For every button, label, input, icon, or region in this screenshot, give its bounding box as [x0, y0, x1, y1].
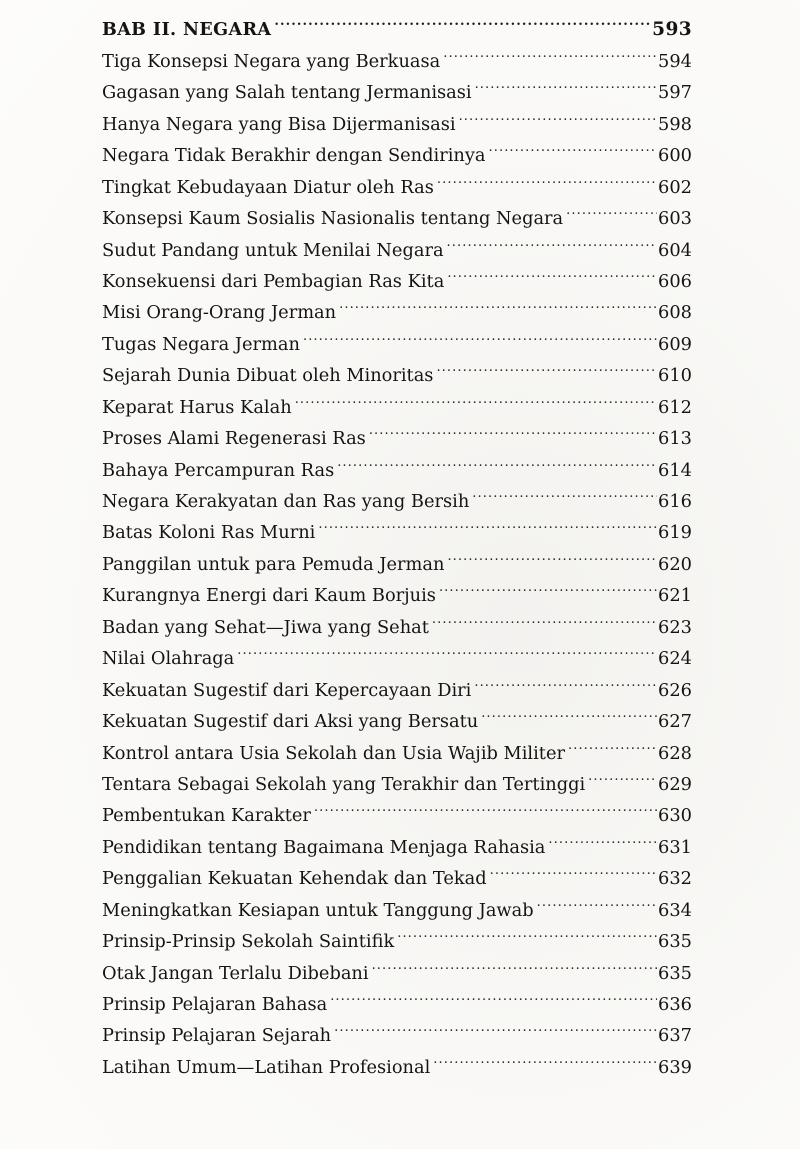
- toc-entry-page-number: 623: [658, 616, 692, 638]
- dot-leader: [447, 538, 657, 569]
- chapter-title: BAB II. NEGARA: [102, 20, 272, 41]
- toc-entry-page-number: 614: [658, 459, 692, 481]
- toc-entry-title: Pendidikan tentang Bagaimana Menjaga Rahasia: [102, 836, 546, 858]
- toc-entry-title: Konsepsi Kaum Sosialis Nasionalis tentang Negara: [102, 208, 564, 230]
- toc-entry-page-number: 634: [658, 899, 692, 921]
- toc-entry-title: Prinsip-Prinsip Sekolah Saintifik: [102, 931, 395, 953]
- toc-entry-title: Tugas Negara Jerman: [102, 333, 300, 355]
- dot-leader: [568, 727, 657, 758]
- chapter-heading: [102, 4, 692, 41]
- toc-entry-title: Meningkatkan Kesiapan untuk Tanggung Jawab: [102, 899, 534, 921]
- toc-entry-page-number: 602: [658, 176, 692, 198]
- dot-leader: [481, 696, 657, 727]
- toc-entry-page-number: 603: [658, 208, 692, 230]
- dot-leader: [397, 916, 657, 947]
- toc-entry-page-number: 624: [658, 648, 692, 670]
- toc-entry-page-number: 616: [658, 491, 692, 512]
- toc-entry-title: Gagasan yang Salah tentang Jermanisasi: [102, 82, 472, 104]
- toc-entry-page-number: 620: [658, 553, 692, 575]
- dot-leader: [439, 570, 657, 601]
- toc-entry-page-number: 630: [658, 805, 692, 827]
- toc-entry-title: Kekuatan Sugestif dari Aksi yang Bersatu: [102, 711, 479, 733]
- toc-entry-title: Prinsip Pelajaran Sejarah: [102, 1025, 332, 1047]
- dot-leader: [474, 664, 657, 695]
- toc-entry-title: Penggalian Kekuatan Kehendak dan Tekad: [102, 868, 487, 890]
- dot-leader: [372, 947, 657, 978]
- toc-entry-page-number: 635: [658, 962, 692, 984]
- toc-entry-title: Hanya Negara yang Bisa Dijermanisasi: [102, 113, 456, 135]
- toc-entry-title: Tiga Konsepsi Negara yang Berkuasa: [102, 50, 441, 72]
- dot-leader: [339, 287, 657, 318]
- toc-entry-title: Batas Koloni Ras Murni: [102, 522, 316, 544]
- toc-entry-page-number: 632: [658, 868, 692, 890]
- dot-leader: [489, 130, 658, 161]
- toc-entry-page-number: 604: [658, 239, 692, 261]
- toc-entry-page-number: 606: [658, 270, 692, 292]
- toc-entry-title: Negara Kerakyatan dan Ras yang Bersih: [102, 491, 470, 512]
- dot-leader: [437, 161, 657, 192]
- dot-leader: [436, 350, 657, 381]
- toc-entry-title: Bahaya Percampuran Ras: [102, 459, 335, 481]
- dot-leader: [433, 1041, 657, 1072]
- dot-leader: [459, 98, 657, 129]
- dot-leader: [314, 790, 657, 821]
- toc-entry-title: Otak Jangan Terlalu Dibebani: [102, 962, 369, 984]
- dot-leader: [334, 1010, 657, 1041]
- toc-entry-title: Prinsip Pelajaran Bahasa: [102, 994, 328, 1015]
- dot-leader: [237, 633, 657, 664]
- toc-entry-page-number: 627: [658, 711, 692, 733]
- toc-entry-title: Negara Tidak Berakhir dengan Sendirinya: [102, 145, 486, 167]
- toc-entry-page-number: 626: [658, 679, 692, 701]
- toc-entry-title: Proses Alami Regenerasi Ras: [102, 428, 366, 450]
- dot-leader: [447, 256, 657, 287]
- dot-leader: [537, 884, 657, 915]
- toc-entry-page-number: 637: [658, 1025, 692, 1047]
- toc-entry-title: Keparat Harus Kalah: [102, 396, 292, 418]
- dot-leader: [475, 67, 657, 98]
- dot-leader: [303, 318, 657, 349]
- toc-entry-title: Badan yang Sehat—Jiwa yang Sehat: [102, 616, 429, 638]
- toc-entry-page-number: 613: [658, 428, 692, 450]
- toc-entry-title: Tentara Sebagai Sekolah yang Terakhir dan Tertinggi: [102, 773, 586, 795]
- toc-entry-title: Kontrol antara Usia Sekolah dan Usia Wajib Militer: [102, 742, 565, 764]
- chapter-page-number: 593: [652, 19, 692, 41]
- dot-leader: [295, 381, 657, 412]
- toc-entry-title: Pembentukan Karakter: [102, 805, 311, 827]
- dot-leader: [447, 224, 658, 255]
- toc-entry-page-number: 629: [658, 773, 692, 795]
- dot-leader: [330, 979, 657, 1010]
- toc-entry-page-number: 635: [658, 931, 692, 953]
- dot-leader: [490, 853, 657, 884]
- toc-entry-title: Tingkat Kebudayaan Diatur oleh Ras: [102, 176, 434, 198]
- dot-leader: [337, 444, 657, 475]
- toc-entry-page-number: 610: [658, 365, 692, 387]
- toc-entry-page-number: 628: [658, 742, 692, 764]
- toc-entry-page-number: 598: [658, 113, 692, 135]
- toc-entry-title: Misi Orang-Orang Jerman: [102, 302, 337, 324]
- toc-entry-page-number: 621: [658, 585, 692, 607]
- dot-leader: [566, 193, 657, 224]
- toc-entry-title: Konsekuensi dari Pembagian Ras Kita: [102, 270, 445, 292]
- toc-entry-page-number: 636: [658, 994, 692, 1015]
- toc-entry-page-number: 612: [658, 396, 692, 418]
- toc-entry-title: Latihan Umum—Latihan Profesional: [102, 1056, 431, 1078]
- dot-leader: [588, 759, 657, 790]
- toc-entry-page-number: 594: [658, 50, 692, 72]
- toc-entry-title: Kurangnya Energi dari Kaum Borjuis: [102, 585, 436, 607]
- dot-leader: [472, 476, 657, 507]
- dot-leader: [318, 507, 657, 538]
- table-of-contents: [102, 4, 692, 1078]
- dot-leader: [432, 601, 657, 632]
- toc-entry-page-number: 631: [658, 836, 692, 858]
- toc-entry-page-number: 608: [658, 302, 692, 324]
- dot-leader: [369, 413, 657, 444]
- toc-entry-page-number: 609: [658, 333, 692, 355]
- toc-entry-title: Kekuatan Sugestif dari Kepercayaan Diri: [102, 679, 472, 701]
- toc-entry-title: Sudut Pandang untuk Menilai Negara: [102, 239, 444, 261]
- toc-entry-page-number: 597: [658, 82, 692, 104]
- toc-entry-page-number: 639: [658, 1056, 692, 1078]
- toc-entry-title: Panggilan untuk para Pemuda Jerman: [102, 553, 445, 575]
- dot-leader: [548, 821, 657, 852]
- toc-entry-title: Nilai Olahraga: [102, 648, 235, 670]
- toc-entry-page-number: 600: [658, 145, 692, 167]
- dot-leader: [443, 35, 657, 66]
- dot-leader: [274, 4, 651, 35]
- toc-entry-title: Sejarah Dunia Dibuat oleh Minoritas: [102, 365, 434, 387]
- toc-entry-page-number: 619: [658, 522, 692, 544]
